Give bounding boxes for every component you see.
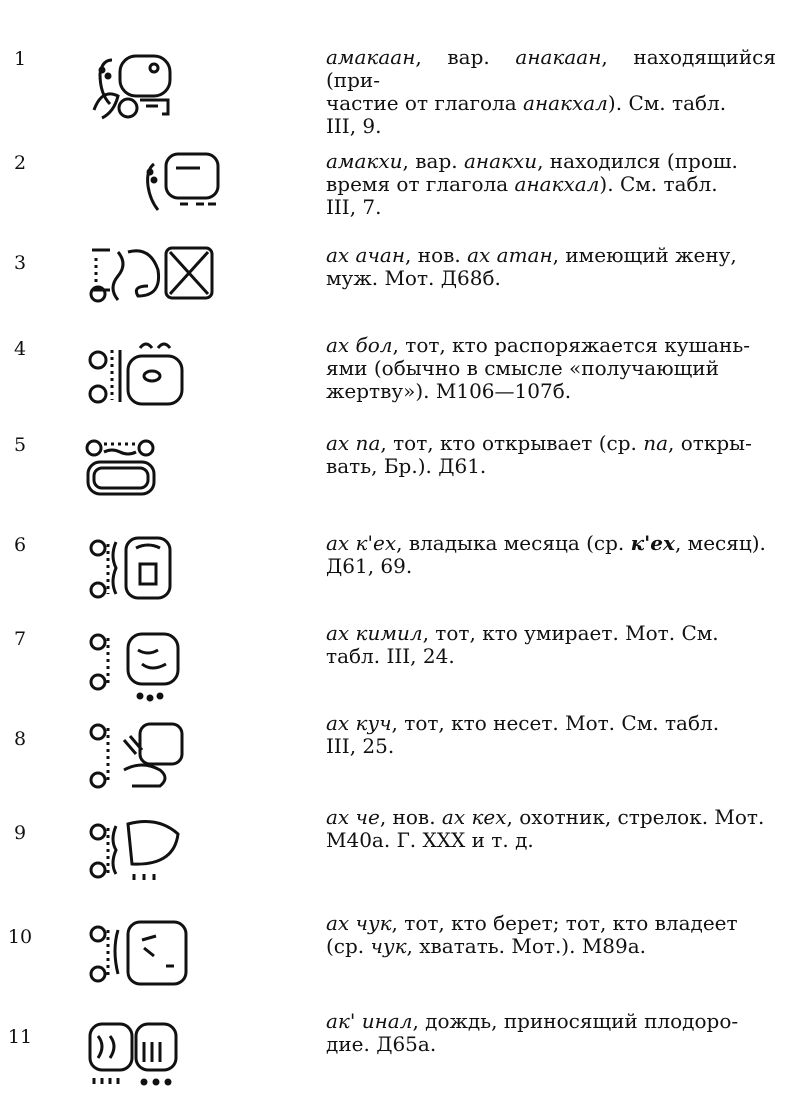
entry-number: 3 bbox=[13, 252, 27, 274]
entry-text: ах куч, тот, кто несет. Мот. См. табл. III, 25. bbox=[326, 711, 720, 758]
entry-number: 4 bbox=[13, 338, 27, 360]
maya-glyph-icon bbox=[84, 630, 284, 716]
entry-number: 9 bbox=[13, 822, 27, 844]
entry-number: 10 bbox=[7, 926, 33, 948]
entry-text: ах че, нов. ах кех, охотник, стрелок. Мот. М40а. Г. XXX и т. д. bbox=[326, 805, 765, 852]
entry-number: 2 bbox=[13, 152, 27, 174]
entry-text: ах чук, тот, кто берет; тот, кто владеет (ср. чук, хватать. Мот.). М89а. bbox=[326, 911, 738, 958]
entry-number: 8 bbox=[13, 728, 27, 750]
entry-text: амакаан, вар. анакаан, находящийся (при- частие от глагола анакхал). См. табл. III, 9. bbox=[326, 45, 776, 138]
entry-number: 1 bbox=[13, 48, 27, 70]
entry-text: ах бол, тот, кто распоряжается кушань- ями (обычно в смысле «получающий жертву»). М106—107б. bbox=[326, 333, 750, 403]
maya-glyph-icon bbox=[84, 720, 284, 806]
maya-glyph-icon bbox=[84, 244, 284, 330]
entry-number: 5 bbox=[13, 434, 27, 456]
entry-number: 6 bbox=[13, 534, 27, 556]
maya-glyph-icon bbox=[84, 534, 284, 620]
maya-glyph-icon bbox=[84, 50, 284, 136]
entry-number: 7 bbox=[13, 628, 27, 650]
entry-text: ак' инал, дождь, приносящий плодоро- дие. Д65а. bbox=[326, 1009, 739, 1056]
entry-number: 11 bbox=[7, 1026, 33, 1048]
maya-glyph-icon bbox=[84, 918, 284, 1004]
entry-text: ах па, тот, кто открывает (ср. па, откры- вать, Бр.). Д61. bbox=[326, 431, 752, 478]
maya-glyph-icon bbox=[84, 818, 284, 904]
maya-glyph-icon bbox=[84, 150, 284, 236]
maya-glyph-icon bbox=[84, 1018, 284, 1104]
maya-glyph-icon bbox=[84, 436, 284, 522]
entry-text: амакхи, вар. анакхи, находился (прош. время от глагола анакхал). См. табл. III, 7. bbox=[326, 149, 738, 219]
entry-text: ах к'ех, владыка месяца (ср. к'ех, месяц). Д61, 69. bbox=[326, 531, 766, 578]
entry-text: ах кимил, тот, кто умирает. Мот. См. табл. III, 24. bbox=[326, 621, 719, 668]
entry-text: ах ачан, нов. ах атан, имеющий жену, муж. Мот. Д68б. bbox=[326, 243, 737, 290]
maya-glyph-icon bbox=[84, 340, 284, 426]
